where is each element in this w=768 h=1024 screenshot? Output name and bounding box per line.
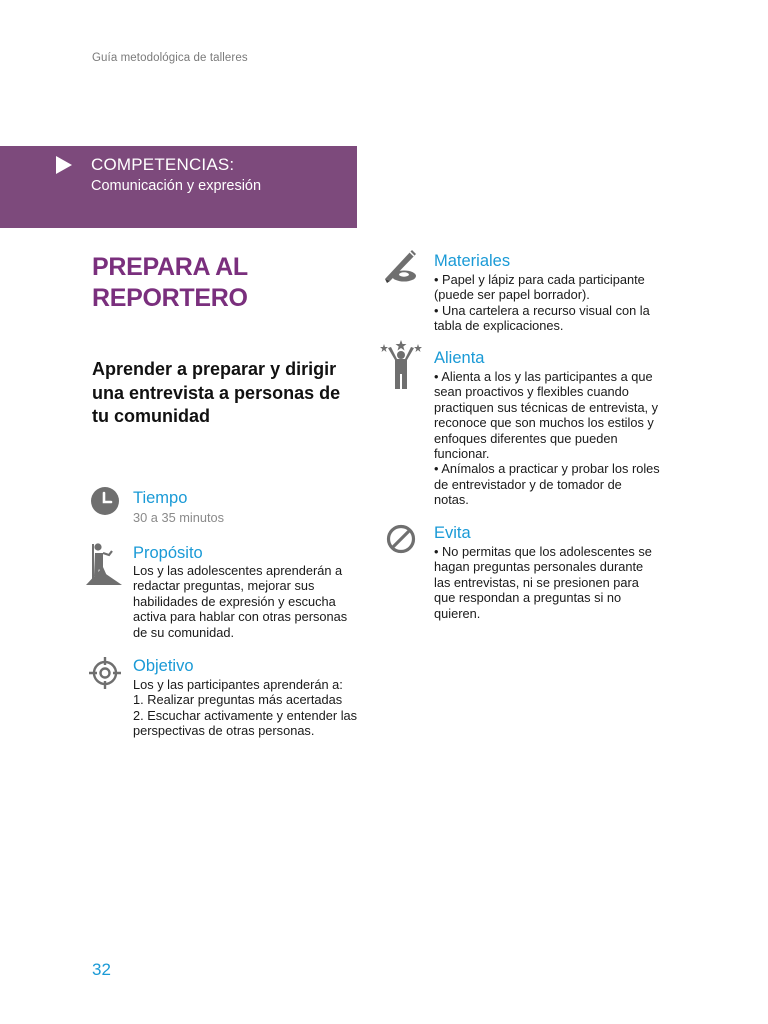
proposito-text: Los y las adolescentes aprenderán a redactar preguntas, mejorar sus habilidades de expresión y escucha activa para hablar con otras personas de su comunidad. [133,563,348,640]
tiempo-label: Tiempo [133,489,188,507]
clock-icon [90,486,120,516]
materiales-bullet-1: • Papel y lápiz para cada participante (puede ser papel borrador). [434,272,645,303]
objetivo-section [88,656,368,746]
proposito-section [86,542,366,642]
objetivo-line-1: 1. Realizar preguntas más acertadas [133,692,343,708]
alienta-bullet-2: • Anímalos a practicar y probar los roles de entrevistador y de tomador de notas. [434,461,660,508]
proposito-label: Propósito [133,544,203,562]
alienta-label: Alienta [434,349,485,367]
alienta-bullet-1: • Alienta a los y las participantes a que sean proactivos y flexibles cuando practiquen sus técnicas de entrevista, y reconoce que son muchos los estilos y enfoques diferentes que pueden funcionar. [434,369,659,462]
target-icon [88,656,122,690]
materiales-bullet-2: • Una cartelera a recurso visual con la tabla de explicaciones. [434,302,650,334]
cheering-person-icon [380,340,422,390]
activity-title: PREPARA AL REPORTERO [92,253,248,312]
banner-subtitle: Comunicación y expresión [91,178,262,194]
alienta-text [434,369,660,508]
hiker-icon [86,542,122,586]
materiales-section [382,246,682,336]
materiales-text [434,272,662,334]
objetivo-line-2: 2. Escuchar activamente y entender las perspectivas de otras personas. [133,707,358,739]
evita-bullet-1: • No permitas que los adolescentes se hagan preguntas personales durante las entrevistas, ni se presionen para que respondan a preguntas si no quieren. [434,544,652,621]
tiempo-text: 30 a 35 minutos [133,510,225,525]
play-arrow-icon [56,156,72,174]
alienta-section [380,340,680,520]
running-head: Guía metodológica de talleres [92,52,248,64]
evita-section [386,524,686,624]
tiempo-section [90,486,360,531]
evita-label: Evita [434,524,471,542]
activity-lead: Aprender a preparar y dirigir una entrevista a personas de tu comunidad [92,359,341,426]
objetivo-intro: Los y las participantes aprenderán a: [133,677,343,692]
evita-text [434,544,656,621]
objetivo-label: Objetivo [133,657,194,675]
pencil-tape-icon [382,246,420,284]
page-number: 32 [92,960,111,979]
prohibited-icon [386,524,416,554]
competencies-banner [0,146,357,228]
objetivo-text [133,677,365,739]
materiales-label: Materiales [434,252,511,270]
banner-heading: COMPETENCIAS: [91,155,235,174]
